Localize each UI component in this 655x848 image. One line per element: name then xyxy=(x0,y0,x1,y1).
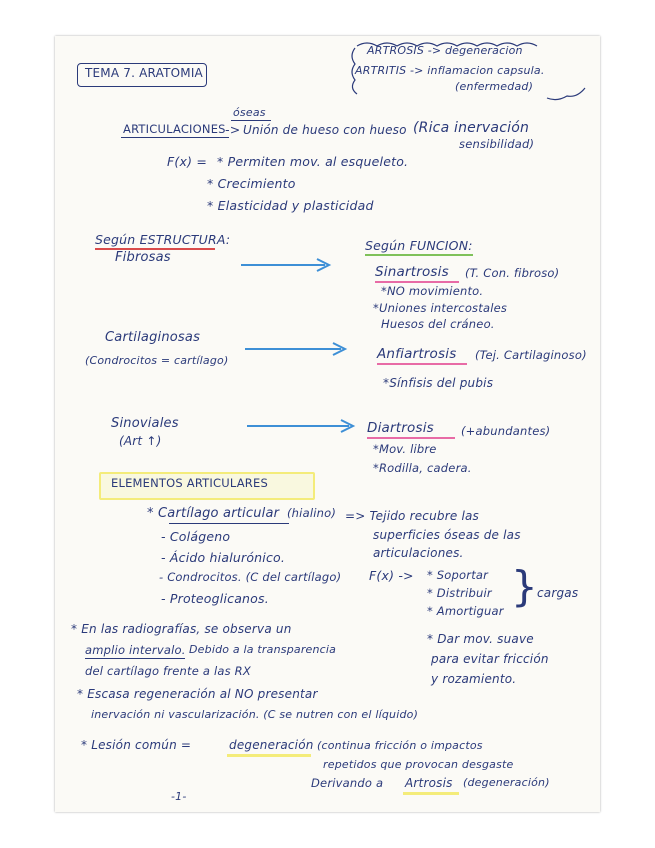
cloud-artritis: ARTRITIS -> inflamacion capsula. xyxy=(355,64,545,77)
lesion-line-1-b: degeneración xyxy=(229,738,314,752)
sinoviales-label: Sinoviales xyxy=(111,416,179,431)
funcion-heading: Según FUNCION: xyxy=(365,238,473,253)
rx-underline xyxy=(85,658,185,659)
lesion-line-3-a: Derivando a xyxy=(311,776,384,790)
sinoviales-sub: (Art ↑) xyxy=(119,434,162,448)
articulaciones-definition: Unión de hueso con hueso xyxy=(243,123,407,137)
mov-line-2: para evitar fricción xyxy=(431,652,549,666)
sinartrosis-underline xyxy=(375,281,459,283)
component-2: - Ácido hialurónico. xyxy=(161,550,286,565)
lesion-line-3-c: (degeneración) xyxy=(463,776,550,789)
elementos-heading: ELEMENTOS ARTICULARES xyxy=(111,476,268,490)
articulaciones-note-2: sensibilidad) xyxy=(459,137,535,151)
notes-page xyxy=(55,36,600,812)
function-3: * Elasticidad y plasticidad xyxy=(207,198,374,213)
fx-brace: } xyxy=(511,562,538,611)
oseas-word: óseas xyxy=(233,106,266,119)
component-1: - Colágeno xyxy=(161,529,231,544)
sinartrosis-item-1: *NO movimiento. xyxy=(381,284,484,298)
topic-title: TEMA 7. ARATOMIA xyxy=(85,66,203,80)
cartilago-def-1: => Tejido recubre las xyxy=(345,509,480,523)
cartilago-fx-label: F(x) -> xyxy=(369,568,414,583)
estructura-heading: Según ESTRUCTURA: xyxy=(95,232,231,247)
cartilaginosas-label: Cartilaginosas xyxy=(105,330,201,345)
anfiartrosis-title: Anfiartrosis xyxy=(377,346,457,362)
diartrosis-note: (+abundantes) xyxy=(461,424,551,438)
funcion-underline xyxy=(365,254,473,256)
sinartrosis-title: Sinartrosis xyxy=(375,264,449,280)
page-number: -1- xyxy=(171,790,187,803)
fibrosas-label: Fibrosas xyxy=(115,250,171,265)
diartrosis-underline xyxy=(367,437,455,439)
regen-line-1: * Escasa regeneración al NO presentar xyxy=(77,687,318,701)
sinartrosis-note: (T. Con. fibroso) xyxy=(465,266,560,280)
cartilago-def-3: articulaciones. xyxy=(373,546,464,560)
rx-line-3: del cartílago frente a las RX xyxy=(85,664,251,678)
artrosis-highlight xyxy=(403,792,459,795)
articulaciones-note-1: (Rica inervación xyxy=(413,120,530,136)
sinartrosis-item-3: Huesos del cráneo. xyxy=(381,317,495,331)
oseas-underline xyxy=(231,120,271,121)
rx-line-2-b: Debido a la transparencia xyxy=(189,643,337,656)
diartrosis-item-2: *Rodilla, cadera. xyxy=(373,461,472,475)
diartrosis-title: Diartrosis xyxy=(367,420,434,436)
cloud-artrosis: ARTROSIS -> degeneracion xyxy=(367,44,523,57)
mov-line-3: y rozamiento. xyxy=(431,672,517,686)
articulaciones-arrow: -> xyxy=(225,122,241,137)
lesion-line-1-c: (continua fricción o impactos xyxy=(317,739,483,752)
rx-line-1: * En las radiografías, se observa un xyxy=(71,622,292,636)
lesion-line-3-b: Artrosis xyxy=(405,776,453,790)
articulaciones-underline xyxy=(121,137,229,138)
fx-item-1: * Soportar xyxy=(427,568,489,582)
fx-label: F(x) = xyxy=(167,154,207,169)
anfiartrosis-note: (Tej. Cartilaginoso) xyxy=(475,348,587,362)
function-2: * Crecimiento xyxy=(207,176,296,191)
regen-line-2: inervación ni vascularización. (C se nutren con el líquido) xyxy=(91,708,419,721)
cartilaginosas-sub: (Condrocitos = cartílago) xyxy=(85,354,229,367)
lesion-line-2: repetidos que provocan desgaste xyxy=(323,758,514,771)
diartrosis-item-1: *Mov. libre xyxy=(373,442,437,456)
degeneracion-highlight xyxy=(227,754,311,757)
cartilago-def-2: superficies óseas de las xyxy=(373,528,521,542)
mov-line-1: * Dar mov. suave xyxy=(427,632,534,646)
component-3: - Condrocitos. (C del cartílago) xyxy=(159,570,342,584)
cloud-enfermedad: (enfermedad) xyxy=(455,80,534,93)
cartilago-underline xyxy=(169,523,289,524)
function-1: * Permiten mov. al esqueleto. xyxy=(217,154,409,169)
arrow-cartilaginosas xyxy=(245,342,349,356)
anfiartrosis-underline xyxy=(377,363,467,365)
rx-line-2-a: amplio intervalo. xyxy=(85,643,186,657)
cartilago-note: (hialino) xyxy=(287,506,337,520)
anfiartrosis-item-1: *Sínfisis del pubis xyxy=(383,376,494,390)
lesion-line-1-a: * Lesión común = xyxy=(81,738,192,752)
arrow-fibrosas xyxy=(241,258,333,272)
component-4: - Proteoglicanos. xyxy=(161,591,269,606)
fx-group: cargas xyxy=(537,586,579,600)
arrow-sinoviales xyxy=(247,419,357,433)
fx-item-2: * Distribuir xyxy=(427,586,492,600)
articulaciones-term: ARTICULACIONES xyxy=(123,122,226,136)
fx-item-3: * Amortiguar xyxy=(427,604,504,618)
sinartrosis-item-2: *Uniones intercostales xyxy=(373,301,508,315)
cartilago-label: * Cartílago articular xyxy=(147,506,280,521)
